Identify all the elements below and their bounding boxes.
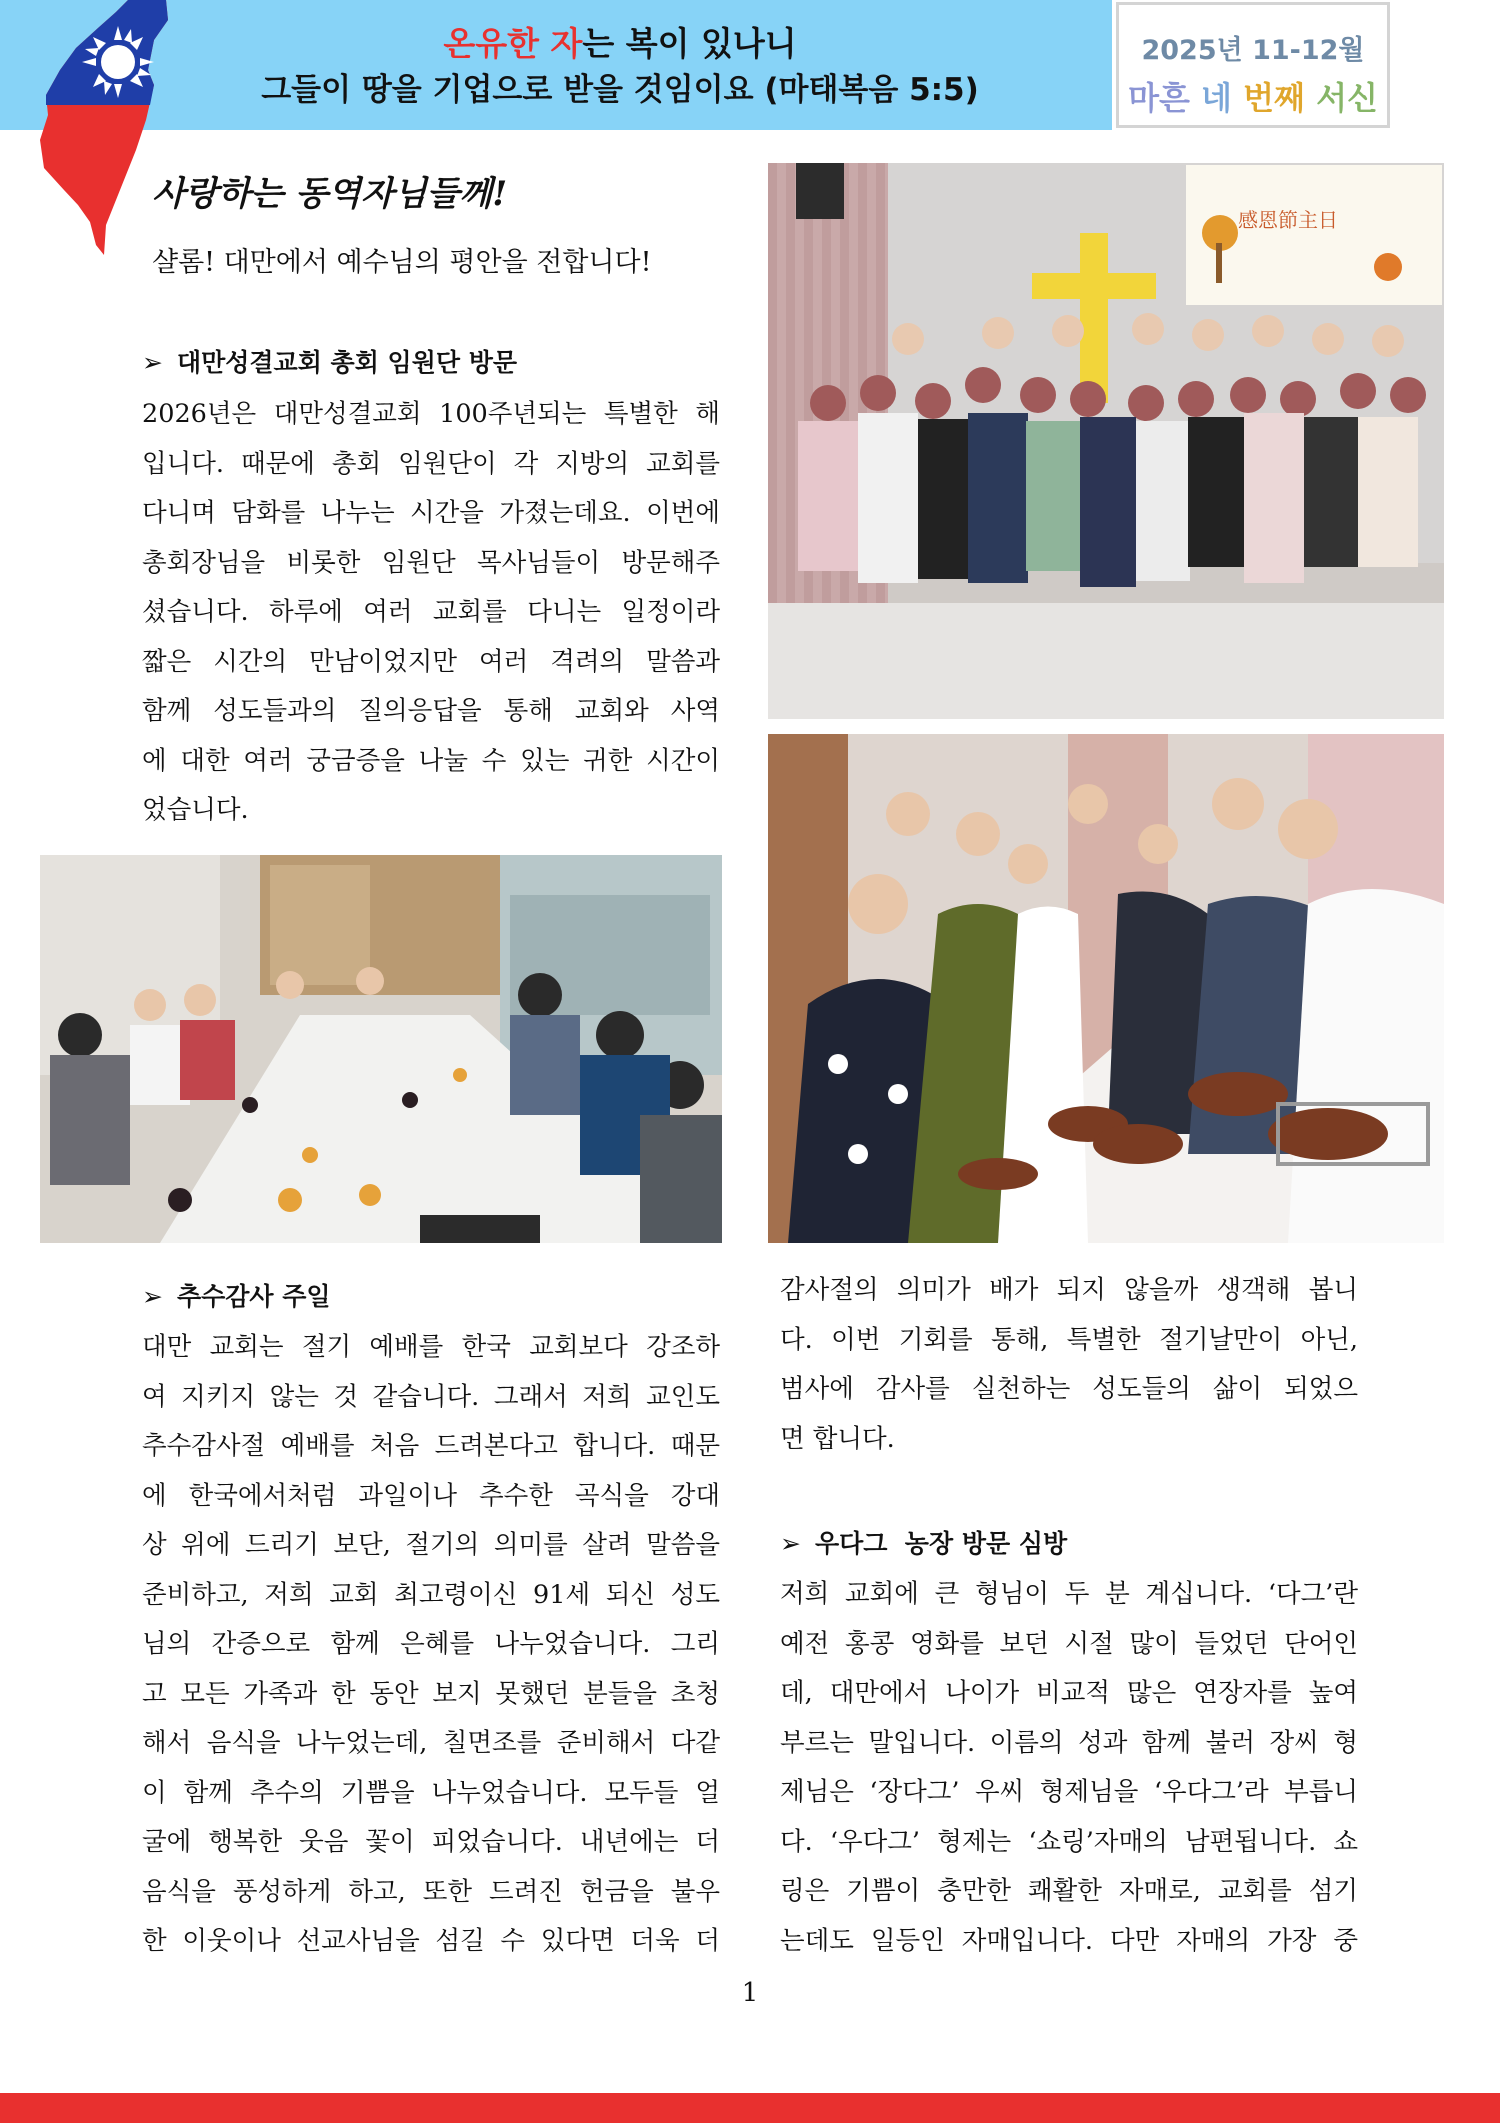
letter-number-title: [1119, 73, 1387, 119]
body-line: 해서 음식을 나누었는데, 칠면조를 준비해서 다같: [142, 1728, 720, 1758]
body-line: 상 위에 드리기 보단, 절기의 의미를 살려 말씀을: [142, 1530, 720, 1560]
section-heading-3: [780, 1524, 1067, 1560]
body-line: 제님은 ‘장다그’ 우씨 형제님을 ‘우다그’라 부릅니: [780, 1777, 1358, 1807]
body-line: 다. 이번 기회를 통해, 특별한 절기날만이 아닌,: [780, 1324, 1358, 1355]
arrow-bullet-icon: ➢: [142, 348, 163, 377]
section-2-body: [142, 1323, 720, 1967]
body-line: 여 지키지 않는 것 같습니다. 그래서 저희 교인도: [142, 1381, 720, 1412]
body-line: 이 함께 추수의 기쁨을 나누었습니다. 모두들 얼: [142, 1777, 720, 1808]
body-line: 에 대한 여러 궁금증을 나눌 수 있는 귀한 시간이: [142, 745, 720, 776]
letter-title-word-4: 서신: [1316, 79, 1378, 117]
section-2-body-continued: [780, 1266, 1358, 1464]
banner-title: 感恩節主日: [1238, 208, 1338, 232]
body-line: 다. ‘우다그’ 형제는 ‘쇼링’자매의 남편됩니다. 쇼: [780, 1826, 1358, 1857]
shalom-line: 샬롬! 대만에서 예수님의 평안을 전합니다!: [152, 247, 652, 278]
body-line: 준비하고, 저희 교회 최고령이신 91세 되신 성도: [142, 1579, 720, 1610]
arrow-bullet-icon: ➢: [780, 1529, 801, 1558]
section-1-body: [142, 390, 720, 836]
body-line: 는데도 일등인 자매입니다. 다만 자매의 가장 중: [780, 1925, 1358, 1956]
body-line: 입니다. 때문에 총회 임원단이 각 지방의 교회를: [142, 448, 720, 479]
body-line: 고 모든 가족과 한 동안 보지 못했던 분들을 초청: [142, 1678, 720, 1709]
section-heading-3-text: 우다그 농장 방문 심방: [814, 1529, 1068, 1558]
body-line: 추수감사절 예배를 처음 드려본다고 합니다. 때문: [142, 1431, 720, 1461]
verse-line-1-rest: 는 복이 있나니: [582, 24, 797, 63]
body-line: 한 이웃이나 선교사님을 섬길 수 있다면 더욱 더: [142, 1926, 720, 1956]
body-line: 에 한국에서처럼 과일이나 추수한 곡식을 강대: [142, 1480, 720, 1511]
body-line: 데, 대만에서 나이가 비교적 많은 연장자를 높여: [780, 1678, 1358, 1708]
footer-bar: [0, 2093, 1500, 2123]
body-line: 짧은 시간의 만남이었지만 여러 격려의 말씀과: [142, 646, 720, 677]
body-line: 셨습니다. 하루에 여러 교회를 다니는 일정이라: [142, 597, 720, 627]
body-line: 부르는 말입니다. 이름의 성과 함께 불러 장씨 형: [780, 1727, 1358, 1758]
body-line: 다니며 담화를 나누는 시간을 가졌는데요. 이번에: [142, 498, 720, 528]
section-3-body: [780, 1570, 1358, 1966]
body-line: 예전 홍콩 영화를 보던 시절 많이 들었던 단어인: [780, 1628, 1358, 1659]
body-line: 총회장님을 비롯한 임원단 목사님들이 방문해주: [142, 547, 720, 578]
body-line: 대만 교회는 절기 예배를 한국 교회보다 강조하: [142, 1332, 720, 1362]
photo-turkey-carving: [768, 734, 1444, 1243]
letter-title-word-2: 네: [1201, 79, 1232, 117]
verse-line-2: 그들이 땅을 기업으로 받을 것임이요 (마태복음 5:5): [261, 72, 979, 108]
body-line: 음식을 풍성하게 하고, 또한 드려진 헌금을 불우: [142, 1876, 720, 1907]
section-heading-1: [142, 343, 517, 379]
greeting: 사랑하는 동역자님들께!: [152, 174, 508, 214]
verse-highlight: 온유한 자: [443, 24, 583, 63]
section-heading-2: [142, 1277, 331, 1313]
body-line: 링은 기쁨이 충만한 쾌활한 자매로, 교회를 섬기: [780, 1876, 1358, 1906]
body-line: 범사에 감사를 실천하는 성도들의 삶이 되었으: [780, 1374, 1358, 1404]
verse-line-1: [150, 18, 1090, 65]
body-line: 굴에 행복한 웃음 꽃이 피었습니다. 내년에는 더: [142, 1827, 720, 1857]
body-line: 님의 간증으로 함께 은혜를 나누었습니다. 그리: [142, 1629, 720, 1659]
photo-meeting-table: [40, 855, 722, 1243]
body-line: 2026년은 대만성결교회 100주년되는 특별한 해: [142, 399, 720, 429]
body-line: 면 합니다.: [780, 1423, 895, 1454]
letter-title-word-1: 마흔: [1128, 79, 1190, 117]
body-line: 었습니다.: [142, 795, 249, 825]
letter-title-word-3: 번째: [1243, 79, 1305, 117]
section-heading-2-text: 추수감사 주일: [176, 1282, 331, 1311]
issue-date: 2025년 11-12월: [1141, 35, 1365, 66]
body-line: 저희 교회에 큰 형님이 두 분 계십니다. ‘다그’란: [780, 1579, 1358, 1609]
body-line: 감사절의 의미가 배가 되지 않을까 생객해 봅니: [780, 1275, 1358, 1305]
arrow-bullet-icon: ➢: [142, 1282, 163, 1311]
photo-church-group: [768, 163, 1444, 719]
section-heading-1-text: 대만성결교회 총회 임원단 방문: [176, 348, 518, 377]
page-number: 1: [741, 1978, 759, 2008]
body-line: 함께 성도들과의 질의응답을 통해 교회와 사역: [142, 696, 720, 726]
date-box: [1116, 2, 1390, 128]
